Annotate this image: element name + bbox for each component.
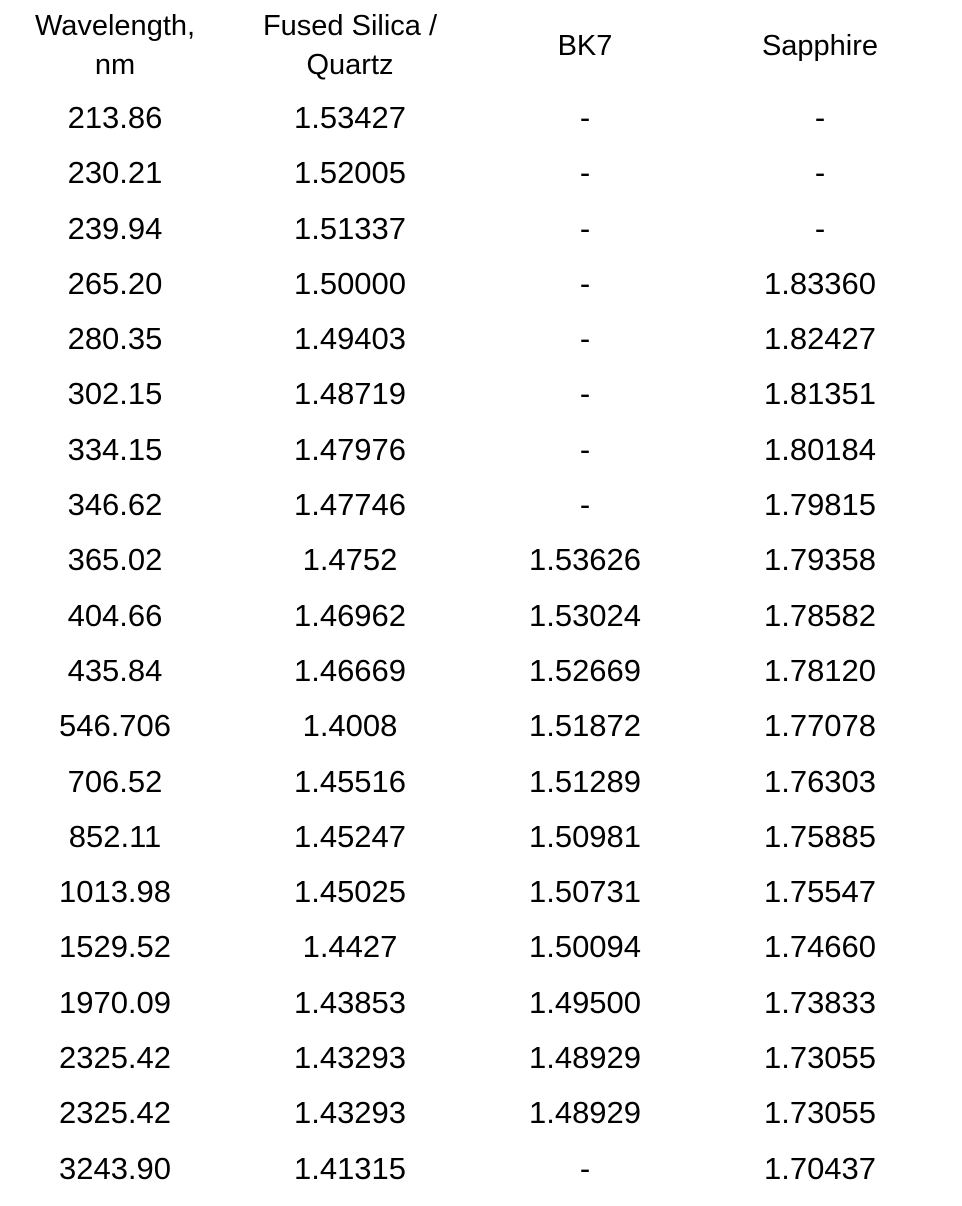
table-row [0,90,940,145]
fused-silica-cell: 1.4427 [302,929,398,965]
wavelength-cell: 265.20 [67,265,163,301]
table-body [0,90,940,1196]
wavelength-cell: 2325.42 [58,1095,172,1131]
wavelength-cell: 2325.42 [58,1040,172,1076]
table-header [0,0,940,90]
bk7-cell: - [579,431,591,467]
sapphire-cell: 1.82427 [763,321,877,357]
sapphire-cell: - [814,155,826,191]
wavelength-cell: 1970.09 [58,984,172,1020]
fused-silica-cell: 1.45516 [293,763,407,799]
fused-silica-cell: 1.50000 [293,265,407,301]
sapphire-cell: 1.77078 [763,708,877,744]
bk7-cell: 1.52669 [528,652,642,688]
fused-silica-cell: 1.49403 [293,321,407,357]
sapphire-cell: 1.78120 [763,652,877,688]
fused-silica-cell: 1.4752 [302,542,398,578]
bk7-cell: 1.51872 [528,708,642,744]
bk7-cell: 1.50094 [528,929,642,965]
fused-silica-cell: 1.52005 [293,155,407,191]
sapphire-cell: 1.78582 [763,597,877,633]
sapphire-cell: 1.80184 [763,431,877,467]
sapphire-cell: 1.70437 [763,1150,877,1186]
wavelength-cell: 302.15 [67,376,163,412]
wavelength-cell: 230.21 [67,155,163,191]
bk7-cell: 1.48929 [528,1095,642,1131]
table-row [0,588,940,643]
wavelength-cell: 280.35 [67,321,163,357]
sapphire-cell: 1.75547 [763,874,877,910]
table-row [0,864,940,919]
wavelength-cell: 546.706 [58,708,172,744]
fused-silica-cell: 1.41315 [293,1150,407,1186]
bk7-cell: - [579,100,591,135]
table-row [0,643,940,698]
table-row [0,1030,940,1085]
sapphire-cell: - [814,100,826,135]
fused-silica-cell: 1.47746 [293,487,407,523]
bk7-cell: 1.50981 [528,818,642,854]
header-row [0,0,940,90]
wavelength-cell: 706.52 [67,763,163,799]
bk7-cell: - [579,487,591,523]
bk7-cell: - [579,376,591,412]
table-row [0,975,940,1030]
bk7-cell: 1.48929 [528,1040,642,1076]
fused-silica-cell: 1.43853 [293,984,407,1020]
wavelength-cell: 852.11 [68,818,162,854]
bk7-cell: 1.53024 [528,597,642,633]
wavelength-cell: 334.15 [67,431,163,467]
wavelength-cell: 213.86 [67,100,163,135]
sapphire-cell: 1.73055 [763,1095,877,1131]
fused-silica-cell: 1.47976 [293,431,407,467]
bk7-cell: - [579,155,591,191]
sapphire-cell: 1.81351 [763,376,877,412]
fused-silica-cell: 1.43293 [293,1040,407,1076]
table-row [0,919,940,974]
fused-silica-cell: 1.53427 [293,100,407,135]
table-row [0,256,940,311]
sapphire-cell: 1.79815 [763,487,877,523]
bk7-cell: - [579,210,591,246]
wavelength-cell: 3243.90 [58,1150,172,1186]
table-row [0,422,940,477]
table-row [0,1141,940,1196]
table-row [0,1085,940,1140]
sapphire-cell: 1.73833 [763,984,877,1020]
fused-silica-cell: 1.4008 [302,708,398,744]
header-wavelength: Wavelength, nm [34,10,196,81]
sapphire-cell: 1.83360 [763,265,877,301]
wavelength-cell: 346.62 [67,487,163,523]
header-bk7: BK7 [557,29,613,62]
table-row [0,532,940,587]
sapphire-cell: 1.75885 [763,818,877,854]
bk7-cell: - [579,265,591,301]
table-row [0,809,940,864]
fused-silica-cell: 1.45247 [293,818,407,854]
table-row [0,201,940,256]
header-fused-silica: Fused Silica / Quartz [262,10,438,81]
fused-silica-cell: 1.46669 [293,652,407,688]
wavelength-cell: 239.94 [67,210,163,246]
wavelength-cell: 435.84 [67,652,163,688]
fused-silica-cell: 1.51337 [293,210,407,246]
table-row [0,311,940,366]
bk7-cell: - [579,1150,591,1186]
wavelength-cell: 1529.52 [58,929,172,965]
sapphire-cell: 1.73055 [763,1040,877,1076]
sapphire-cell: 1.76303 [763,763,877,799]
fused-silica-cell: 1.43293 [293,1095,407,1131]
table-row [0,698,940,753]
bk7-cell: 1.51289 [528,763,642,799]
bk7-cell: 1.53626 [528,542,642,578]
table-row [0,366,940,421]
table-row [0,145,940,200]
fused-silica-cell: 1.45025 [293,874,407,910]
table-row [0,477,940,532]
wavelength-cell: 404.66 [67,597,163,633]
sapphire-cell: 1.79358 [763,542,877,578]
wavelength-cell: 1013.98 [58,874,172,910]
fused-silica-cell: 1.48719 [293,376,407,412]
fused-silica-cell: 1.46962 [293,597,407,633]
header-sapphire: Sapphire [761,29,879,62]
bk7-cell: - [579,321,591,357]
bk7-cell: 1.49500 [528,984,642,1020]
table-row [0,754,940,809]
sapphire-cell: - [814,210,826,246]
bk7-cell: 1.50731 [528,874,642,910]
sapphire-cell: 1.74660 [763,929,877,965]
wavelength-cell: 365.02 [67,542,163,578]
